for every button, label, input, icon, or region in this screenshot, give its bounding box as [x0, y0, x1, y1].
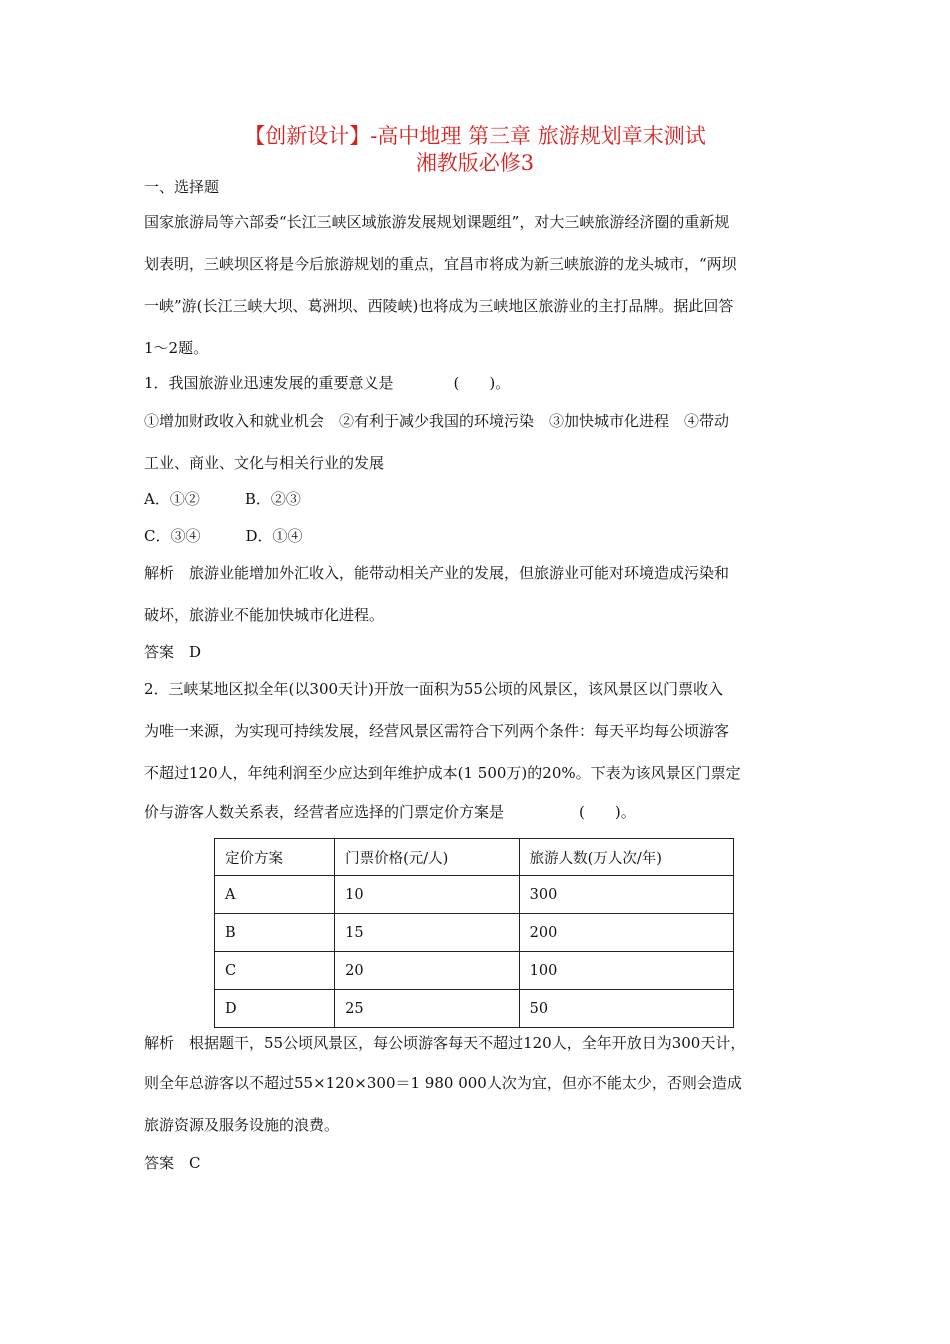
question-2-analysis: 则全年总游客以不超过55×120×300＝1 980 000人次为宜，但亦不能太少，否则会造成 [144, 1074, 742, 1092]
table-row [215, 876, 734, 914]
question-2-stem: 价与游客人数关系表，经营者应选择的门票定价方案是 ( )。 [144, 803, 636, 821]
section-heading: 一、选择题 [144, 178, 220, 196]
question-2-analysis: 旅游资源及服务设施的浪费。 [144, 1116, 340, 1134]
table-cell: 10 [335, 876, 520, 914]
table-header-cell: 旅游人数(万人次/年) [519, 839, 733, 876]
passage-line: 划表明，三峡坝区将是今后旅游规划的重点，宜昌市将成为新三峡旅游的龙头城市，“两坝 [144, 255, 737, 273]
pricing-table [214, 838, 734, 1028]
table-cell: 15 [335, 914, 520, 952]
question-1-options: 工业、商业、文化与相关行业的发展 [144, 454, 385, 472]
document-subtitle: 湘教版必修3 [415, 151, 535, 175]
table-cell: B [215, 914, 335, 952]
question-1-analysis: 破坏，旅游业不能加快城市化进程。 [144, 606, 385, 624]
document-title: 【创新设计】-高中地理 第三章 旅游规划章末测试 [244, 124, 706, 148]
table-cell: 50 [519, 990, 733, 1028]
question-1-stem: 1．我国旅游业迅速发展的重要意义是 ( )。 [144, 374, 511, 392]
question-2-stem: 2．三峡某地区拟全年(以300天计)开放一面积为55公顷的风景区，该风景区以门票收入 [144, 680, 723, 698]
passage-line: 1～2题。 [144, 339, 209, 357]
question-2-stem: 不超过120人，年纯利润至少应达到年维护成本(1 500万)的20%。下表为该风景区门票定 [144, 764, 741, 782]
question-2-answer: 答案 C [144, 1154, 201, 1172]
passage-line: 一峡”游(长江三峡大坝、葛洲坝、西陵峡)也将成为三峡地区旅游业的主打品牌。据此回答 [144, 297, 734, 315]
question-1-options: ①增加财政收入和就业机会 ②有利于减少我国的环境污染 ③加快城市化进程 ④带动 [144, 412, 730, 430]
question-2-analysis: 解析 根据题干，55公顷风景区，每公顷游客每天不超过120人，全年开放日为300天计， [144, 1034, 746, 1052]
table-cell: 25 [335, 990, 520, 1028]
table-row [215, 990, 734, 1028]
question-1-analysis: 解析 旅游业能增加外汇收入，能带动相关产业的发展，但旅游业可能对环境造成污染和 [144, 564, 730, 582]
question-1-answer: 答案 D [144, 643, 202, 661]
table-cell: 20 [335, 952, 520, 990]
question-1-choices: C．③④ D．①④ [144, 527, 303, 545]
table-header-cell: 定价方案 [215, 839, 335, 876]
table-cell: C [215, 952, 335, 990]
table-cell: 100 [519, 952, 733, 990]
table-cell: 300 [519, 876, 733, 914]
question-2-stem: 为唯一来源，为实现可持续发展，经营风景区需符合下列两个条件：每天平均每公顷游客 [144, 722, 730, 740]
table-cell: A [215, 876, 335, 914]
table-header-row [215, 839, 734, 876]
table-cell: 200 [519, 914, 733, 952]
table-row [215, 914, 734, 952]
passage-line: 国家旅游局等六部委“长江三峡区域旅游发展规划课题组”，对大三峡旅游经济圈的重新规 [144, 213, 730, 231]
table-cell: D [215, 990, 335, 1028]
question-1-choices: A．①② B．②③ [144, 490, 301, 508]
table-header-cell: 门票价格(元/人) [335, 839, 520, 876]
table-row [215, 952, 734, 990]
